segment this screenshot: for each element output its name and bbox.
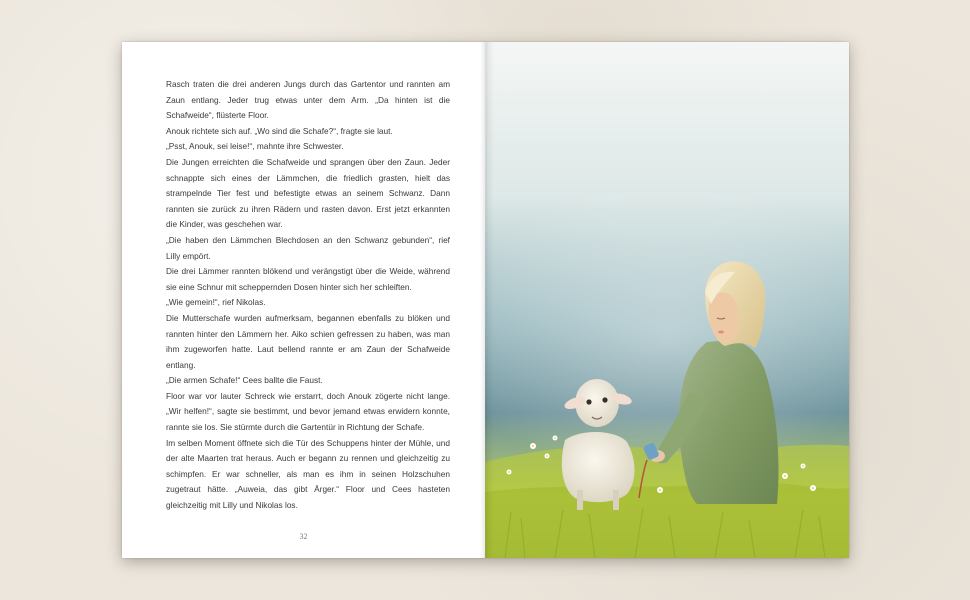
paragraph: Rasch traten die drei anderen Jungs durch das Gartentor und rannten am Zaun entlang. Jeder trug etwas unter dem Arm. „Da hinten ist die Schafweide“, flüsterte Floor. xyxy=(166,79,450,121)
meadow-foreground xyxy=(485,482,849,558)
lamb-body xyxy=(562,432,635,502)
paragraph: Im selben Moment öffnete sich die Tür des Schuppens hinter der Mühle, und der alte Maarten trat heraus. Auch er begann zu rennen und gleichzeitig zu schimpfen. Er war schneller, als man es ihm in seinen Holzschuhen zugetraut hätte. „Auweia, das gibt Ärger.“ Floor und Cees hasteten gleichzeitig mit Lilly und Nikolas los. xyxy=(166,437,450,511)
lamb-leg xyxy=(577,490,583,510)
girl-mouth xyxy=(718,331,724,334)
paragraph: Floor war vor lauter Schreck wie erstarrt, doch Anouk zögerte nicht lange. „Wir helfen!“, sagte sie bestimmt, und bevor jemand etwas erwidern konnte, rannte sie los. Sie stürmte durch die Gartentür in Richtung der Schafe. xyxy=(166,390,450,433)
lamb-leg xyxy=(613,490,619,510)
paragraph: „Die armen Schafe!“ Cees ballte die Faust. xyxy=(166,375,323,386)
illustration-girl-with-lamb xyxy=(485,42,849,558)
paragraph: „Wie gemein!“, rief Nikolas. xyxy=(166,297,266,308)
right-page-illustration xyxy=(485,42,849,558)
story-text xyxy=(166,77,450,514)
mist xyxy=(485,192,849,452)
lamb-eye-left xyxy=(586,399,591,404)
left-page xyxy=(122,42,485,558)
paragraph: Anouk richtete sich auf. „Wo sind die Schafe?“, fragte sie laut. xyxy=(166,125,393,136)
paragraph: Die Mutterschafe wurden aufmerksam, begannen ebenfalls zu blöken und rannten hinter den Lämmern her. Aiko schien gefressen zu haben, was man ihm zugeworfen hatte. Laut bellend rannte er am Zaun der Schafweide entlang. xyxy=(166,312,450,370)
paragraph: Die Jungen erreichten die Schafweide und sprangen über den Zaun. Jeder schnappte sich eines der Lämmchen, die friedlich grasten, hielt das strampelnde Tier fest und befestigte etwas an seinem Schwanz. Dann rannten sie zurück zu ihren Rädern und rasten davon. Erst jetzt erkannten die Kinder, was geschehen war. xyxy=(166,156,450,230)
paragraph: „Die haben den Lämmchen Blechdosen an den Schwanz gebunden“, rief Lilly empört. xyxy=(166,234,450,261)
lamb-eye-right xyxy=(602,397,607,402)
paragraph: „Psst, Anouk, sei leise!“, mahnte ihre Schwester. xyxy=(166,141,344,152)
page-number: 32 xyxy=(299,532,308,541)
paragraph: Die drei Lämmer rannten blökend und verängstigt über die Weide, während sie eine Schnur mit scheppernden Dosen hinter sich her schleiften. xyxy=(166,266,450,292)
open-book xyxy=(122,42,849,558)
